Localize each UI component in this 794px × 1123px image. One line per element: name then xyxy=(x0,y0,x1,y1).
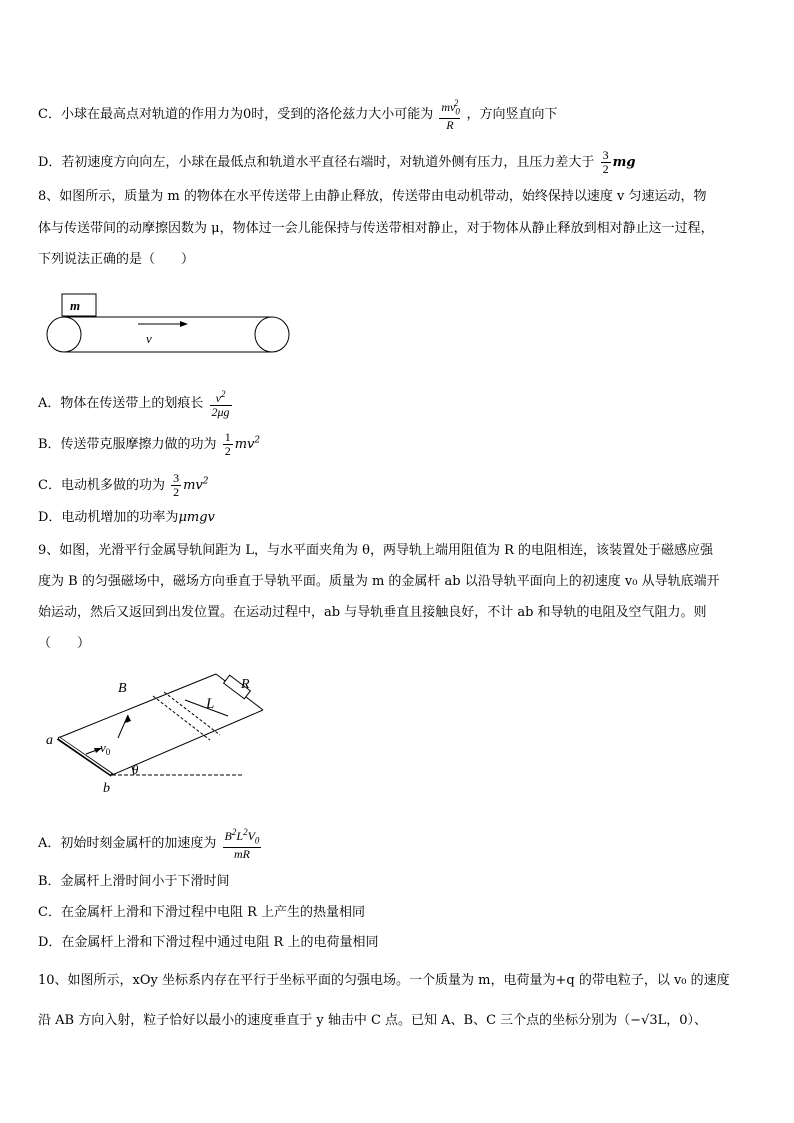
q8-stem-line3: 下列说法正确的是（ ） xyxy=(38,252,195,267)
right-roller xyxy=(255,317,289,352)
q8-a-fraction: $\frac{v^2}{2\mu g}$ xyxy=(211,389,230,419)
q10-stem-line1: 10、如图所示，xOy 坐标系内存在平行于坐标平面的匀强电场。一个质量为 m，电荷量为+q 的带电粒子，以 v₀ 的速度 xyxy=(38,973,730,988)
q8-option-a-text: A．物体在传送带上的划痕长 xyxy=(38,396,204,411)
q7-d-mg: mg xyxy=(612,155,636,170)
q8-option-c-text: C．电动机多做的功为 xyxy=(38,478,165,493)
q7-c-fraction: $\frac{mv_0^2}{R}$ xyxy=(441,98,460,133)
q8-option-a xyxy=(38,388,234,419)
q8-b-fraction: $\frac{1}{2}$ xyxy=(224,430,231,458)
q9-stem-line4: （ ） xyxy=(38,636,91,651)
q7-option-c-text: C．小球在最高点对轨道的作用力为0时，受到的洛伦兹力大小可能为 xyxy=(38,107,434,123)
q9-option-a-text: A．初始时刻金属杆的加速度为 xyxy=(38,836,217,852)
q7-option-d xyxy=(38,149,635,176)
a-label: a xyxy=(46,733,53,748)
mass-label: m xyxy=(70,298,81,313)
resistor-label: R xyxy=(241,677,250,692)
q8-option-b: B．传送带克服摩擦力做的功为 $\frac{1}{2}$ $mv^2$ xyxy=(38,430,261,458)
conveyor-belt-figure xyxy=(40,292,300,360)
q9-stem-line1: 9、如图，光滑平行金属导轨间距为 L，与水平面夹角为 θ，两导轨上端用阻值为 R 的电阻相连，该装置处于磁感应强 xyxy=(38,543,714,558)
q7-option-c-suffix: ，方向竖直向下 xyxy=(466,107,558,123)
dashed-line-1 xyxy=(153,696,210,740)
b-label: B xyxy=(118,681,127,696)
velocity-arrowhead xyxy=(180,321,188,327)
q8-option-b-text: B．传送带克服摩擦力做的功为 xyxy=(38,437,217,452)
q9-option-b: B．金属杆上滑时间小于下滑时间 xyxy=(38,874,230,889)
q8-option-d xyxy=(38,509,215,527)
q7-option-d-text: D．若初速度方向向左，小球在最低点和轨道水平直径右端时，对轨道外侧有压力，且压力差大于 xyxy=(38,155,595,170)
q8-stem-line1: 8、如图所示，质量为 m 的物体在水平传送带上由静止释放，传送带由电动机带动，始终保持以速度 v 匀速运动，物 xyxy=(38,189,707,204)
theta-label: θ xyxy=(132,762,139,777)
q7-d-fraction: $\frac{3}{2}$ xyxy=(602,148,609,176)
q8-stem-line2: 体与传送带间的动摩擦因数为 μ，物体过一会儿能保持与传送带相对静止，对于物体从静止释放到相对静止这一过程， xyxy=(38,221,714,236)
rail-top xyxy=(58,674,216,738)
l-label: L xyxy=(206,696,215,712)
q8-c-fraction: $\frac{3}{2}$ xyxy=(173,471,180,499)
q8-option-c: C．电动机多做的功为 $\frac{3}{2}$ $mv^2$ xyxy=(38,471,209,499)
q8-option-d-text: D．电动机增加的功率为 xyxy=(38,510,179,525)
b-end-label: b xyxy=(103,781,110,796)
q7-option-c xyxy=(38,97,558,132)
incline-rail-figure xyxy=(38,668,268,798)
q9-option-a xyxy=(38,826,263,861)
q9-option-c: C．在金属杆上滑和下滑过程中电阻 R 上产生的热量相同 xyxy=(38,905,365,920)
q9-stem-line3: 始运动，然后又返回到出发位置。在运动过程中，ab 与导轨垂直且接触良好，不计 ab 和导轨的电阻及空气阻力。则 xyxy=(38,605,707,620)
q9-a-fraction: $\frac{B^2L^2V_0}{mR}$ xyxy=(224,827,260,862)
v0-label: $v_0$ xyxy=(100,740,111,757)
q9-option-d: D．在金属杆上滑和下滑过程中通过电阻 R 上的电荷量相同 xyxy=(38,935,379,950)
q10-stem-line2: 沿 AB 方向入射，粒子恰好以最小的速度垂直于 y 轴击中 C 点。已知 A、B、C 三个点的坐标分别为（−√3L，0）、 xyxy=(38,1013,708,1028)
q9-stem-line2: 度为 B 的匀强磁场中，磁场方向垂直于导轨平面。质量为 m 的金属杆 ab 以沿导轨平面向上的初速度 v₀ 从导轨底端开 xyxy=(38,574,720,589)
q8-d-expr: μmgv xyxy=(178,510,215,525)
b-field-arrow xyxy=(118,715,128,738)
velocity-label: v xyxy=(146,331,152,346)
left-roller xyxy=(47,317,81,352)
